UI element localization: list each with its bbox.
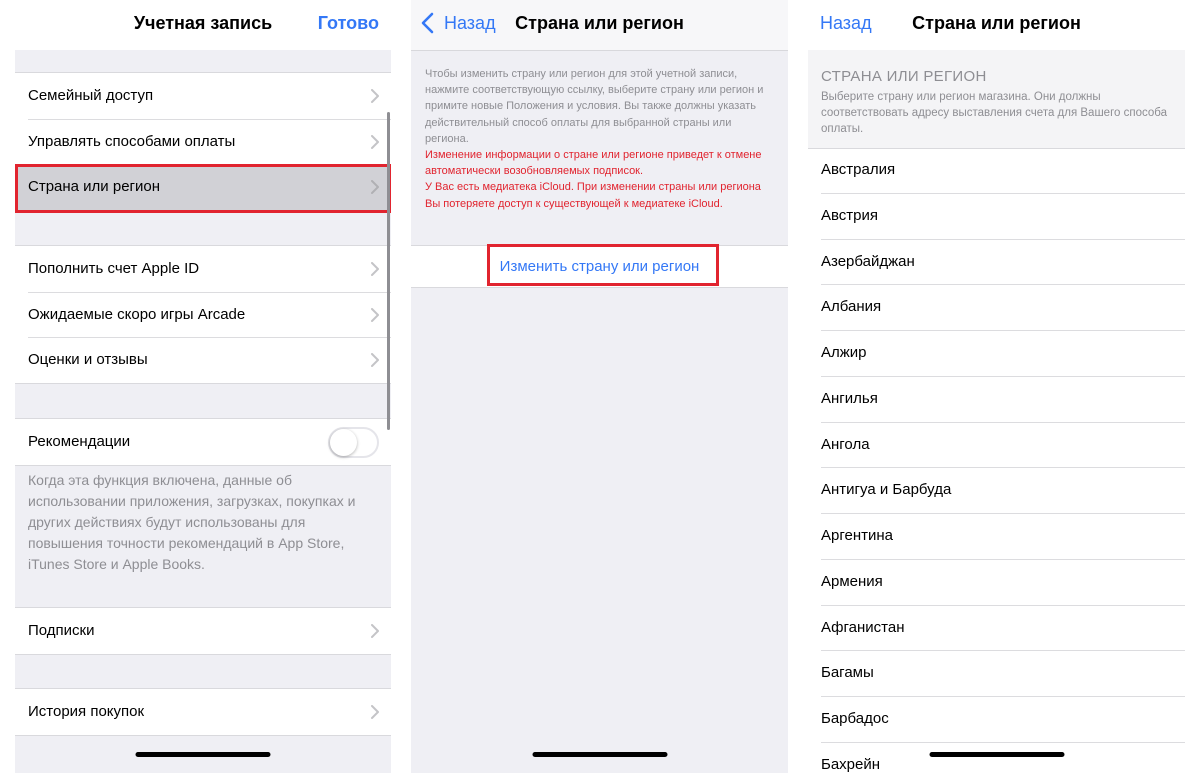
section-title: СТРАНА ИЛИ РЕГИОН (821, 68, 987, 85)
row-arcade-coming-soon[interactable] (15, 292, 391, 338)
home-indicator[interactable] (532, 752, 667, 757)
section-header (808, 50, 1185, 149)
country-list (808, 148, 1185, 773)
icloud-warning: У Вас есть медиатека iCloud. При изменении страны или региона Вы потеряете доступ к существующей к медиатеке iCloud. (425, 181, 761, 210)
country-label: Албания (821, 298, 882, 316)
country-row[interactable] (808, 468, 1185, 514)
chevron-right-icon (371, 135, 379, 149)
row-label: Ожидаемые скоро игры Arcade (28, 305, 246, 323)
country-row[interactable] (808, 423, 1185, 469)
chevron-right-icon (371, 624, 379, 638)
country-label: Алжир (821, 344, 867, 361)
country-row[interactable] (808, 697, 1185, 743)
country-label: Австрия (821, 206, 879, 224)
row-label: Страна или регион (28, 178, 161, 195)
chevron-right-icon (371, 89, 379, 103)
country-label: Азербайджан (821, 252, 915, 270)
chevron-right-icon (371, 308, 379, 322)
country-row[interactable] (808, 377, 1185, 423)
country-label: Афганистан (821, 618, 905, 636)
row-label: История покупок (28, 703, 145, 720)
country-label: Багамы (821, 664, 874, 682)
country-row[interactable] (808, 606, 1185, 652)
chevron-right-icon (371, 262, 379, 276)
home-indicator[interactable] (929, 752, 1064, 757)
country-label: Ангола (821, 435, 870, 453)
change-country-button[interactable]: Изменить страну или регион (499, 258, 700, 275)
row-family-sharing[interactable] (15, 73, 391, 119)
row-add-funds[interactable] (15, 246, 391, 292)
page-title: Страна или регион (515, 13, 684, 33)
row-label: Рекомендации (28, 433, 131, 450)
country-row[interactable] (808, 240, 1185, 286)
row-label: Подписки (28, 622, 95, 639)
history-group (15, 688, 391, 736)
info-text-block (425, 66, 768, 212)
country-row[interactable] (808, 148, 1185, 194)
row-recommendations (15, 419, 391, 465)
scroll-indicator[interactable] (387, 112, 390, 430)
chevron-right-icon (371, 705, 379, 719)
country-region-info-screen (411, 0, 788, 773)
apple-id-group (15, 245, 391, 384)
country-label: Барбадос (821, 710, 889, 727)
highlight-box (487, 244, 719, 286)
country-row[interactable] (808, 285, 1185, 331)
country-row[interactable] (808, 331, 1185, 377)
row-manage-payments[interactable] (15, 119, 391, 165)
done-button[interactable]: Готово (317, 13, 379, 33)
country-row[interactable] (808, 743, 1185, 773)
country-row[interactable] (808, 560, 1185, 606)
navigation-bar (411, 0, 788, 51)
recommendations-group (15, 418, 391, 466)
highlight-box (15, 164, 391, 213)
recommendations-footnote: Когда эта функция включена, данные об использовании приложения, загрузках, покупках и других действиях будут использованы для повышения точности рекомендаций в App Store, iTunes Store и Apple Books. (28, 472, 356, 572)
country-row[interactable] (808, 514, 1185, 560)
country-picker-screen (808, 0, 1185, 773)
back-button[interactable]: Назад (820, 13, 872, 33)
country-label: Ангилья (821, 389, 878, 407)
country-label: Армения (821, 572, 883, 590)
country-label: Антигуа и Барбуда (821, 481, 952, 499)
section-description: Выберите страну или регион магазина. Они должны соответствовать адресу выставления счета для Вашего способа оплаты. (821, 91, 1167, 135)
page-title: Учетная запись (133, 13, 273, 33)
back-button[interactable]: Назад (444, 13, 496, 33)
page-title: Страна или регион (912, 13, 1081, 33)
country-label: Бахрейн (821, 755, 881, 773)
row-purchase-history[interactable] (15, 689, 391, 735)
chevron-right-icon (371, 353, 379, 367)
toggle-knob (330, 429, 357, 456)
info-text: Чтобы изменить страну или регион для этой учетной записи, нажмите соответствующую ссылку, выберите страну или регион и примите новые Положения и условия. Вы также должны указать действительный способ оплаты для выбранной страны или региона. (425, 68, 764, 145)
navigation-bar (15, 0, 391, 50)
subscriptions-group (15, 607, 391, 655)
row-label: Оценки и отзывы (28, 351, 148, 368)
account-screen (15, 0, 391, 773)
country-label: Аргентина (821, 527, 893, 544)
row-label: Пополнить счет Apple ID (28, 260, 200, 277)
row-label: Управлять способами оплаты (28, 132, 236, 150)
row-subscriptions[interactable] (15, 608, 391, 654)
navigation-bar (808, 0, 1185, 50)
recommendations-toggle[interactable] (328, 427, 379, 458)
country-row[interactable] (808, 651, 1185, 697)
subscriptions-warning: Изменение информации о стране или регионе приведет к отмене автоматически возобновляемых подписок. (425, 149, 762, 178)
row-ratings-reviews[interactable] (15, 337, 391, 383)
home-indicator[interactable] (136, 752, 271, 757)
country-label: Австралия (821, 161, 896, 178)
country-row[interactable] (808, 194, 1185, 240)
row-label: Семейный доступ (28, 87, 154, 104)
